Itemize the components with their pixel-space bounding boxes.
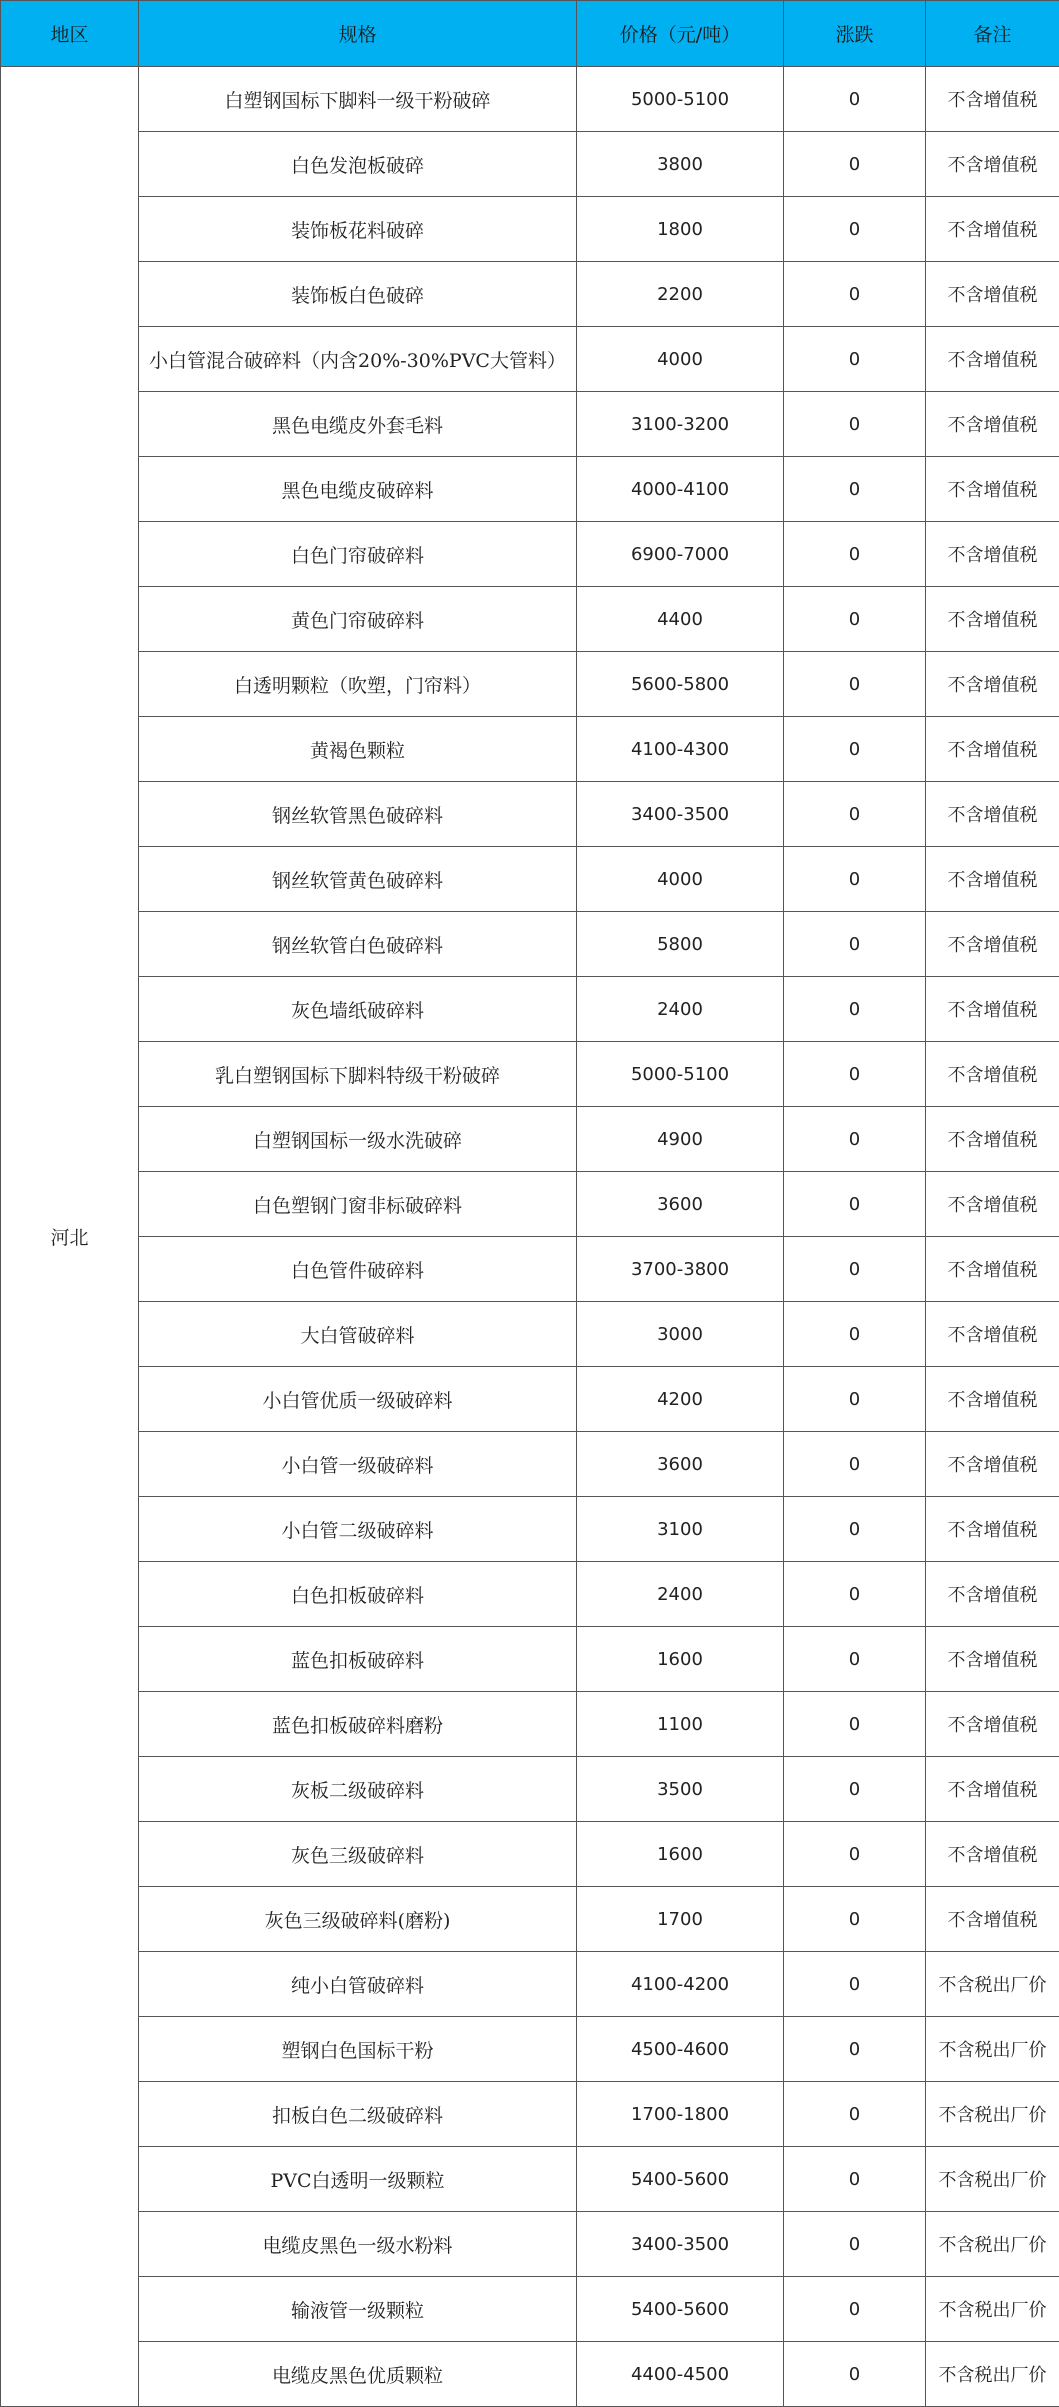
spec-cell: 黄色门帘破碎料 [139,587,577,652]
spec-cell: 灰色三级破碎料(磨粉) [139,1887,577,1952]
table-row [1,717,1059,782]
table-row [1,652,1059,717]
change-cell: 0 [784,912,926,977]
table-row [1,2147,1059,2212]
spec-cell: 塑钢白色国标干粉 [139,2017,577,2082]
region-cell: 河北 [1,67,139,2407]
price-cell: 5000-5100 [577,67,784,132]
note-cell: 不含增值税 [926,1107,1059,1172]
header-price: 价格（元/吨） [577,1,784,67]
change-cell: 0 [784,1692,926,1757]
table-row [1,2212,1059,2277]
table-row [1,197,1059,262]
spec-cell: 黑色电缆皮外套毛料 [139,392,577,457]
price-cell: 3400-3500 [577,2212,784,2277]
price-cell: 3700-3800 [577,1237,784,1302]
change-cell: 0 [784,392,926,457]
note-cell: 不含增值税 [926,1757,1059,1822]
note-cell: 不含增值税 [926,977,1059,1042]
table-row [1,1627,1059,1692]
spec-cell: 白塑钢国标下脚料一级干粉破碎 [139,67,577,132]
spec-cell: 输液管一级颗粒 [139,2277,577,2342]
note-cell: 不含税出厂价 [926,2277,1059,2342]
table-row [1,587,1059,652]
note-cell: 不含税出厂价 [926,2082,1059,2147]
price-cell: 3000 [577,1302,784,1367]
spec-cell: 小白管混合破碎料（内含20%-30%PVC大管料） [139,327,577,392]
change-cell: 0 [784,1042,926,1107]
table-row [1,1497,1059,1562]
spec-cell: 白塑钢国标一级水洗破碎 [139,1107,577,1172]
spec-cell: 电缆皮黑色优质颗粒 [139,2342,577,2407]
price-cell: 1700-1800 [577,2082,784,2147]
price-cell: 4000 [577,327,784,392]
change-cell: 0 [784,1107,926,1172]
change-cell: 0 [784,132,926,197]
note-cell: 不含税出厂价 [926,2017,1059,2082]
change-cell: 0 [784,587,926,652]
note-cell: 不含增值税 [926,1302,1059,1367]
table-row [1,1887,1059,1952]
note-cell: 不含增值税 [926,1692,1059,1757]
spec-cell: 小白管一级破碎料 [139,1432,577,1497]
note-cell: 不含增值税 [926,782,1059,847]
note-cell: 不含增值税 [926,392,1059,457]
table-row [1,522,1059,587]
change-cell: 0 [784,327,926,392]
spec-cell: 装饰板白色破碎 [139,262,577,327]
table-row [1,1172,1059,1237]
note-cell: 不含增值税 [926,197,1059,262]
note-cell: 不含增值税 [926,1562,1059,1627]
note-cell: 不含税出厂价 [926,2342,1059,2407]
spec-cell: 灰色三级破碎料 [139,1822,577,1887]
spec-cell: 钢丝软管黄色破碎料 [139,847,577,912]
table-row [1,1302,1059,1367]
table-row [1,1367,1059,1432]
change-cell: 0 [784,782,926,847]
header-spec: 规格 [139,1,577,67]
note-cell: 不含增值税 [926,327,1059,392]
change-cell: 0 [784,1302,926,1367]
spec-cell: 蓝色扣板破碎料磨粉 [139,1692,577,1757]
change-cell: 0 [784,67,926,132]
price-cell: 3800 [577,132,784,197]
price-cell: 4000 [577,847,784,912]
table-row [1,1042,1059,1107]
spec-cell: 纯小白管破碎料 [139,1952,577,2017]
change-cell: 0 [784,2147,926,2212]
price-cell: 1800 [577,197,784,262]
table-row [1,2017,1059,2082]
change-cell: 0 [784,1497,926,1562]
note-cell: 不含增值税 [926,587,1059,652]
note-cell: 不含增值税 [926,1172,1059,1237]
spec-cell: 小白管优质一级破碎料 [139,1367,577,1432]
table-row [1,1107,1059,1172]
price-cell: 4000-4100 [577,457,784,522]
note-cell: 不含增值税 [926,1627,1059,1692]
change-cell: 0 [784,2082,926,2147]
price-cell: 1600 [577,1822,784,1887]
change-cell: 0 [784,1757,926,1822]
header-row [1,1,1059,67]
change-cell: 0 [784,1432,926,1497]
change-cell: 0 [784,977,926,1042]
note-cell: 不含增值税 [926,1237,1059,1302]
spec-cell: 小白管二级破碎料 [139,1497,577,1562]
change-cell: 0 [784,2342,926,2407]
price-cell: 6900-7000 [577,522,784,587]
price-cell: 4400-4500 [577,2342,784,2407]
table-row [1,2277,1059,2342]
price-cell: 4500-4600 [577,2017,784,2082]
note-cell: 不含增值税 [926,847,1059,912]
spec-cell: 扣板白色二级破碎料 [139,2082,577,2147]
note-cell: 不含增值税 [926,522,1059,587]
price-cell: 5400-5600 [577,2277,784,2342]
price-cell: 5600-5800 [577,652,784,717]
price-cell: 1600 [577,1627,784,1692]
note-cell: 不含税出厂价 [926,2147,1059,2212]
spec-cell: 白色扣板破碎料 [139,1562,577,1627]
spec-cell: 乳白塑钢国标下脚料特级干粉破碎 [139,1042,577,1107]
price-cell: 2400 [577,1562,784,1627]
spec-cell: 灰色墙纸破碎料 [139,977,577,1042]
table-row [1,1822,1059,1887]
price-cell: 4400 [577,587,784,652]
table-row [1,2342,1059,2407]
price-cell: 5000-5100 [577,1042,784,1107]
price-cell: 1100 [577,1692,784,1757]
spec-cell: PVC白透明一级颗粒 [139,2147,577,2212]
spec-cell: 黑色电缆皮破碎料 [139,457,577,522]
note-cell: 不含增值税 [926,1887,1059,1952]
change-cell: 0 [784,1627,926,1692]
spec-cell: 大白管破碎料 [139,1302,577,1367]
change-cell: 0 [784,522,926,587]
note-cell: 不含增值税 [926,457,1059,522]
table-row [1,1757,1059,1822]
table-row [1,132,1059,197]
note-cell: 不含增值税 [926,1042,1059,1107]
price-cell: 3600 [577,1172,784,1237]
change-cell: 0 [784,717,926,782]
table-row [1,262,1059,327]
table-row [1,847,1059,912]
table-row [1,392,1059,457]
spec-cell: 白色门帘破碎料 [139,522,577,587]
change-cell: 0 [784,1887,926,1952]
change-cell: 0 [784,1237,926,1302]
price-cell: 5800 [577,912,784,977]
note-cell: 不含增值税 [926,912,1059,977]
table-row [1,977,1059,1042]
note-cell: 不含增值税 [926,262,1059,327]
note-cell: 不含增值税 [926,1497,1059,1562]
header-change: 涨跌 [784,1,926,67]
change-cell: 0 [784,2212,926,2277]
table-row [1,1432,1059,1497]
change-cell: 0 [784,2277,926,2342]
change-cell: 0 [784,197,926,262]
change-cell: 0 [784,1172,926,1237]
price-cell: 2200 [577,262,784,327]
change-cell: 0 [784,1367,926,1432]
price-cell: 1700 [577,1887,784,1952]
note-cell: 不含增值税 [926,132,1059,197]
note-cell: 不含税出厂价 [926,1952,1059,2017]
note-cell: 不含增值税 [926,1367,1059,1432]
change-cell: 0 [784,2017,926,2082]
change-cell: 0 [784,262,926,327]
table-row [1,2082,1059,2147]
change-cell: 0 [784,457,926,522]
price-cell: 3400-3500 [577,782,784,847]
table-row [1,1952,1059,2017]
price-cell: 5400-5600 [577,2147,784,2212]
table-row [1,1692,1059,1757]
table-row [1,457,1059,522]
table-row [1,912,1059,977]
spec-cell: 灰板二级破碎料 [139,1757,577,1822]
table-row [1,782,1059,847]
spec-cell: 黄褐色颗粒 [139,717,577,782]
note-cell: 不含增值税 [926,652,1059,717]
table-row [1,1237,1059,1302]
spec-cell: 电缆皮黑色一级水粉料 [139,2212,577,2277]
spec-cell: 钢丝软管白色破碎料 [139,912,577,977]
price-cell: 4100-4300 [577,717,784,782]
spec-cell: 白色发泡板破碎 [139,132,577,197]
price-cell: 4100-4200 [577,1952,784,2017]
price-cell: 4200 [577,1367,784,1432]
change-cell: 0 [784,1952,926,2017]
table-row [1,67,1059,132]
price-cell: 4900 [577,1107,784,1172]
spec-cell: 装饰板花料破碎 [139,197,577,262]
table-row [1,1562,1059,1627]
price-cell: 3100 [577,1497,784,1562]
note-cell: 不含增值税 [926,717,1059,782]
price-cell: 3500 [577,1757,784,1822]
price-cell: 2400 [577,977,784,1042]
change-cell: 0 [784,652,926,717]
spec-cell: 白色塑钢门窗非标破碎料 [139,1172,577,1237]
change-cell: 0 [784,847,926,912]
change-cell: 0 [784,1562,926,1627]
change-cell: 0 [784,1822,926,1887]
spec-cell: 钢丝软管黑色破碎料 [139,782,577,847]
header-note: 备注 [926,1,1059,67]
table-body [1,67,1059,2407]
note-cell: 不含增值税 [926,1432,1059,1497]
spec-cell: 白色管件破碎料 [139,1237,577,1302]
price-cell: 3100-3200 [577,392,784,457]
note-cell: 不含增值税 [926,1822,1059,1887]
note-cell: 不含增值税 [926,67,1059,132]
header-region: 地区 [1,1,139,67]
table-row [1,327,1059,392]
spec-cell: 蓝色扣板破碎料 [139,1627,577,1692]
note-cell: 不含税出厂价 [926,2212,1059,2277]
spec-cell: 白透明颗粒（吹塑，门帘料） [139,652,577,717]
price-cell: 3600 [577,1432,784,1497]
